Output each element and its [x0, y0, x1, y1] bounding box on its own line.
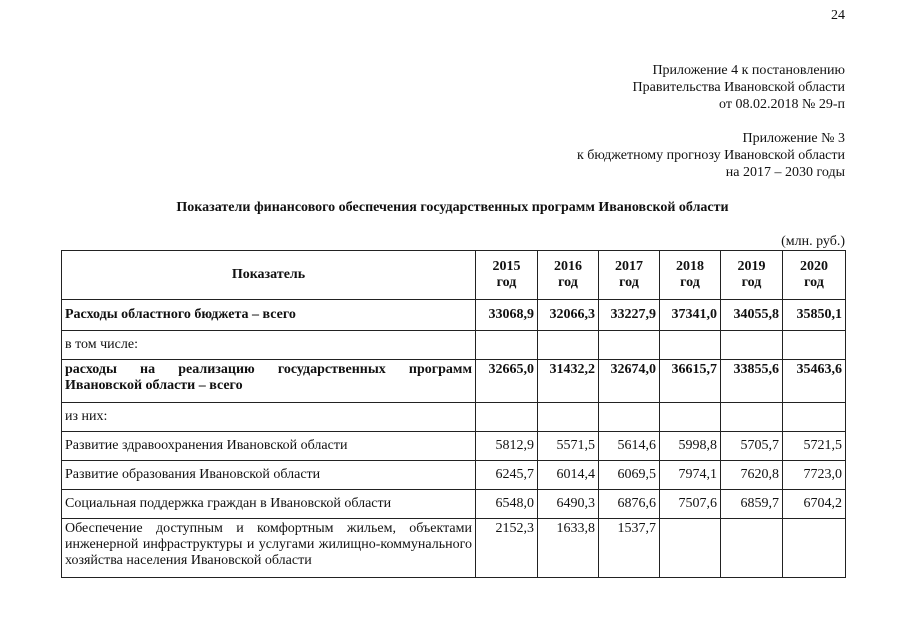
cell-value — [783, 331, 846, 360]
table-row — [62, 432, 846, 461]
cell-value — [599, 331, 660, 360]
document-title: Показатели финансового обеспечения государственных программ Ивановской области — [176, 200, 729, 215]
header-year-unit: год — [558, 275, 578, 290]
cell-value: 1537,7 — [599, 519, 660, 578]
cell-value: 35463,6 — [783, 360, 846, 403]
cell-value: 7723,0 — [783, 461, 846, 490]
annex-line: от 08.02.2018 № 29-п — [719, 97, 845, 112]
cell-value: 5571,5 — [538, 432, 599, 461]
annex-reference-resolution — [633, 62, 845, 113]
header-year-unit: год — [804, 275, 824, 290]
units-label: (млн. руб.) — [781, 234, 845, 249]
cell-value — [660, 331, 721, 360]
cell-value: 33068,9 — [476, 300, 538, 331]
cell-value — [783, 403, 846, 432]
header-year — [721, 251, 783, 300]
table-row — [62, 360, 846, 403]
header-year-unit: год — [680, 275, 700, 290]
table-row — [62, 331, 846, 360]
cell-value: 5614,6 — [599, 432, 660, 461]
row-label: Обеспечение доступным и комфортным жильем, объектами инженерной инфраструктуры и услугами жилищно-коммунального хозяйства населения Ивановской области — [62, 519, 476, 578]
header-year — [783, 251, 846, 300]
cell-value: 5812,9 — [476, 432, 538, 461]
annex-line: к бюджетному прогнозу Ивановской области — [576, 148, 845, 163]
cell-value: 32665,0 — [476, 360, 538, 403]
cell-value: 32674,0 — [599, 360, 660, 403]
header-year-value: 2015 — [492, 259, 521, 274]
cell-value: 5998,8 — [660, 432, 721, 461]
page-number: 24 — [831, 8, 845, 23]
cell-value — [476, 331, 538, 360]
cell-value: 5721,5 — [783, 432, 846, 461]
cell-value: 6245,7 — [476, 461, 538, 490]
annex-line: Приложение № 3 — [742, 131, 845, 146]
cell-value: 6704,2 — [783, 490, 846, 519]
cell-value — [721, 519, 783, 578]
cell-value — [721, 331, 783, 360]
cell-value: 7974,1 — [660, 461, 721, 490]
cell-value — [660, 403, 721, 432]
cell-value: 2152,3 — [476, 519, 538, 578]
header-year — [476, 251, 538, 300]
cell-value: 31432,2 — [538, 360, 599, 403]
header-year-unit: год — [741, 275, 762, 290]
cell-value: 34055,8 — [721, 300, 783, 331]
annex-line: на 2017 – 2030 годы — [725, 165, 845, 180]
cell-value: 32066,3 — [538, 300, 599, 331]
header-year-value: 2020 — [800, 259, 828, 274]
cell-value: 5705,7 — [721, 432, 783, 461]
cell-value: 33855,6 — [721, 360, 783, 403]
financing-table — [61, 250, 846, 578]
table-row — [62, 490, 846, 519]
header-indicator: Показатель — [62, 251, 476, 300]
cell-value: 6548,0 — [476, 490, 538, 519]
cell-value: 33227,9 — [599, 300, 660, 331]
header-year-value: 2017 — [615, 259, 643, 274]
row-label: в том числе: — [62, 331, 476, 360]
cell-value: 7507,6 — [660, 490, 721, 519]
header-year-value: 2018 — [676, 259, 704, 274]
cell-value: 6490,3 — [538, 490, 599, 519]
row-label: расходы на реализацию государственных программ Ивановской области – всего — [62, 360, 476, 403]
header-year — [660, 251, 721, 300]
row-label: Расходы областного бюджета – всего — [62, 300, 476, 331]
cell-value: 36615,7 — [660, 360, 721, 403]
row-label: Социальная поддержка граждан в Ивановской области — [62, 490, 476, 519]
cell-value: 6014,4 — [538, 461, 599, 490]
annex-reference-forecast — [577, 130, 845, 181]
cell-value — [783, 519, 846, 578]
cell-value: 35850,1 — [783, 300, 846, 331]
header-year-unit: год — [496, 275, 517, 290]
header-year-value: 2016 — [554, 259, 582, 274]
row-label: Развитие образования Ивановской области — [62, 461, 476, 490]
table-row — [62, 300, 846, 331]
row-label: Развитие здравоохранения Ивановской области — [62, 432, 476, 461]
cell-value: 6876,6 — [599, 490, 660, 519]
header-year-value: 2019 — [737, 259, 766, 274]
table-row — [62, 461, 846, 490]
cell-value — [476, 403, 538, 432]
annex-line: Правительства Ивановской области — [632, 80, 845, 95]
cell-value — [721, 403, 783, 432]
table-header-row — [62, 251, 846, 300]
cell-value — [538, 403, 599, 432]
cell-value: 7620,8 — [721, 461, 783, 490]
header-year — [599, 251, 660, 300]
cell-value — [660, 519, 721, 578]
annex-line: Приложение 4 к постановлению — [652, 63, 845, 78]
cell-value: 6859,7 — [721, 490, 783, 519]
cell-value — [538, 331, 599, 360]
header-year-unit: год — [619, 275, 639, 290]
cell-value: 1633,8 — [538, 519, 599, 578]
table-row — [62, 519, 846, 578]
cell-value — [599, 403, 660, 432]
cell-value: 37341,0 — [660, 300, 721, 331]
cell-value: 6069,5 — [599, 461, 660, 490]
header-year — [538, 251, 599, 300]
row-label: из них: — [62, 403, 476, 432]
table-row — [62, 403, 846, 432]
